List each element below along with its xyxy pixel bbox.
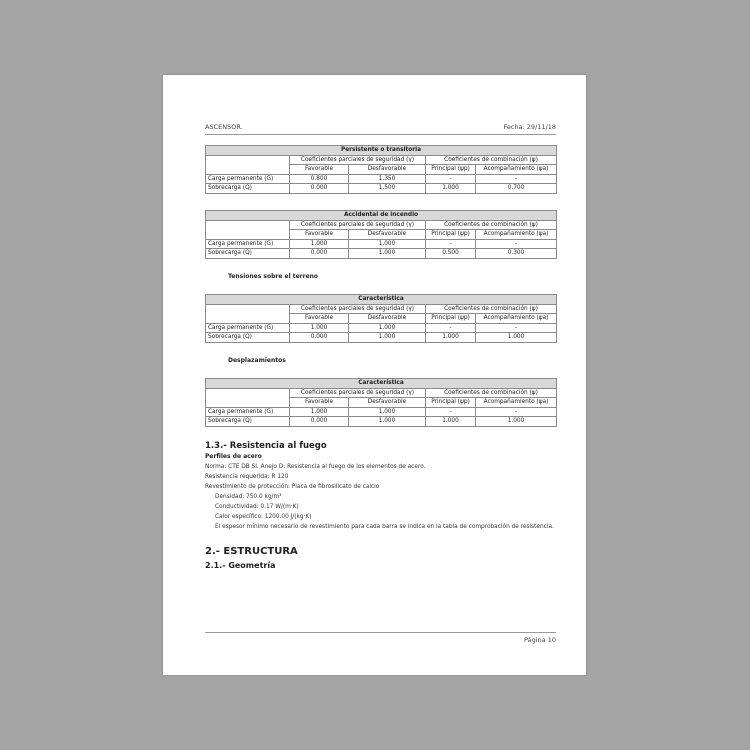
coef-table-persistente [205,145,557,194]
cell-favorable: 1.000 [290,239,349,249]
table-title: Característica [206,294,557,304]
row-label: Carga permanente (G) [206,323,290,333]
cell-acompanamiento: 0.700 [476,184,557,194]
table-row [206,184,557,194]
row-label: Sobrecarga (Q) [206,184,290,194]
table-row [206,249,557,259]
table-corner [206,304,290,323]
cell-favorable: 1.000 [290,323,349,333]
document-page [163,75,586,675]
table-title: Persistente o transitoria [206,146,557,156]
table-row [206,323,557,333]
cell-acompanamiento: - [476,174,557,184]
col-principal: Principal (ψp) [426,398,476,408]
col-principal: Principal (ψp) [426,165,476,175]
page-footer [205,632,556,644]
col-favorable: Favorable [290,314,349,324]
cell-principal: - [426,174,476,184]
cell-desfavorable: 1.000 [349,417,426,427]
col-desfavorable: Desfavorable [349,230,426,240]
col-group-combination: Coeficientes de combinación (ψ) [426,388,557,398]
page-content [205,145,556,570]
col-group-partial: Coeficientes parciales de seguridad (γ) [290,388,426,398]
row-label: Sobrecarga (Q) [206,417,290,427]
cell-desfavorable: 1.000 [349,249,426,259]
col-acompanamiento: Acompañamiento (ψa) [476,230,557,240]
col-desfavorable: Desfavorable [349,165,426,175]
cell-principal: - [426,407,476,417]
subheading-perfiles: Perfiles de acero [205,452,262,460]
subsection-title-geometria: 2.1.- Geometría [205,560,276,570]
cell-principal: 1.000 [426,184,476,194]
cell-favorable: 0.000 [290,184,349,194]
row-label: Carga permanente (G) [206,239,290,249]
col-group-partial: Coeficientes parciales de seguridad (γ) [290,155,426,165]
col-favorable: Favorable [290,230,349,240]
text-conductividad: Conductividad: 0.17 W/(m·K) [215,503,299,510]
text-revestimiento: Revestimiento de protección: Placa de fibrosilicato de calcio [205,483,380,490]
subheading-desplazamientos: Desplazamientos [228,356,286,364]
row-label: Carga permanente (G) [206,407,290,417]
cell-principal: - [426,323,476,333]
cell-desfavorable: 1.500 [349,184,426,194]
table-title: Característica [206,378,557,388]
subheading-tensiones: Tensiones sobre el terreno [228,272,319,280]
col-acompanamiento: Acompañamiento (ψa) [476,165,557,175]
col-acompanamiento: Acompañamiento (ψa) [476,314,557,324]
text-espesor: El espesor mínimo necesario de revestimiento para cada barra se indica en la tabla de comprobación de resistencia. [215,523,554,530]
cell-acompanamiento: 1.000 [476,333,557,343]
cell-favorable: 1.000 [290,407,349,417]
cell-favorable: 0.000 [290,417,349,427]
table-row [206,333,557,343]
coef-table-incendio [205,210,557,259]
row-label: Sobrecarga (Q) [206,249,290,259]
cell-favorable: 0.000 [290,249,349,259]
section-title-fire: 1.3.- Resistencia al fuego [205,440,327,451]
cell-desfavorable: 1.000 [349,333,426,343]
col-desfavorable: Desfavorable [349,398,426,408]
cell-favorable: 0.800 [290,174,349,184]
table-row [206,417,557,427]
cell-acompanamiento: - [476,239,557,249]
text-norma: Norma: CTE DB SI. Anejo D: Resistencia al fuego de los elementos de acero. [205,463,426,470]
header-date: Fecha: 29/11/18 [503,123,556,131]
row-label: Carga permanente (G) [206,174,290,184]
text-resistencia: Resistencia requerida: R 120 [205,473,289,480]
header-project: ASCENSOR. [205,123,243,131]
table-title: Accidental de incendio [206,210,557,220]
table-corner [206,155,290,174]
table-row [206,174,557,184]
page-header [205,123,556,135]
cell-desfavorable: 1.000 [349,407,426,417]
cell-acompanamiento: 1.000 [476,417,557,427]
col-principal: Principal (ψp) [426,314,476,324]
cell-principal: 0.500 [426,249,476,259]
col-acompanamiento: Acompañamiento (ψa) [476,398,557,408]
cell-acompanamiento: - [476,407,557,417]
cell-favorable: 0.000 [290,333,349,343]
cell-principal: - [426,239,476,249]
text-calor: Calor específico: 1200.00 J/(kg·K) [215,513,312,520]
col-group-partial: Coeficientes parciales de seguridad (γ) [290,220,426,230]
cell-acompanamiento: 0.300 [476,249,557,259]
col-favorable: Favorable [290,165,349,175]
coef-table-desplazamientos [205,378,557,427]
cell-principal: 1.000 [426,417,476,427]
text-densidad: Densidad: 750.0 kg/m³ [215,493,282,500]
col-group-combination: Coeficientes de combinación (ψ) [426,155,557,165]
cell-desfavorable: 1.000 [349,323,426,333]
table-row [206,407,557,417]
cell-acompanamiento: - [476,323,557,333]
table-corner [206,388,290,407]
coef-table-tensiones [205,294,557,343]
cell-desfavorable: 1.000 [349,239,426,249]
cell-principal: 1.000 [426,333,476,343]
cell-desfavorable: 1.350 [349,174,426,184]
col-favorable: Favorable [290,398,349,408]
col-desfavorable: Desfavorable [349,314,426,324]
table-row [206,239,557,249]
row-label: Sobrecarga (Q) [206,333,290,343]
col-group-combination: Coeficientes de combinación (ψ) [426,304,557,314]
table-corner [206,220,290,239]
col-group-partial: Coeficientes parciales de seguridad (γ) [290,304,426,314]
col-principal: Principal (ψp) [426,230,476,240]
col-group-combination: Coeficientes de combinación (ψ) [426,220,557,230]
page-number: Página 10 [524,636,556,644]
section-title-estructura: 2.- ESTRUCTURA [205,545,298,557]
